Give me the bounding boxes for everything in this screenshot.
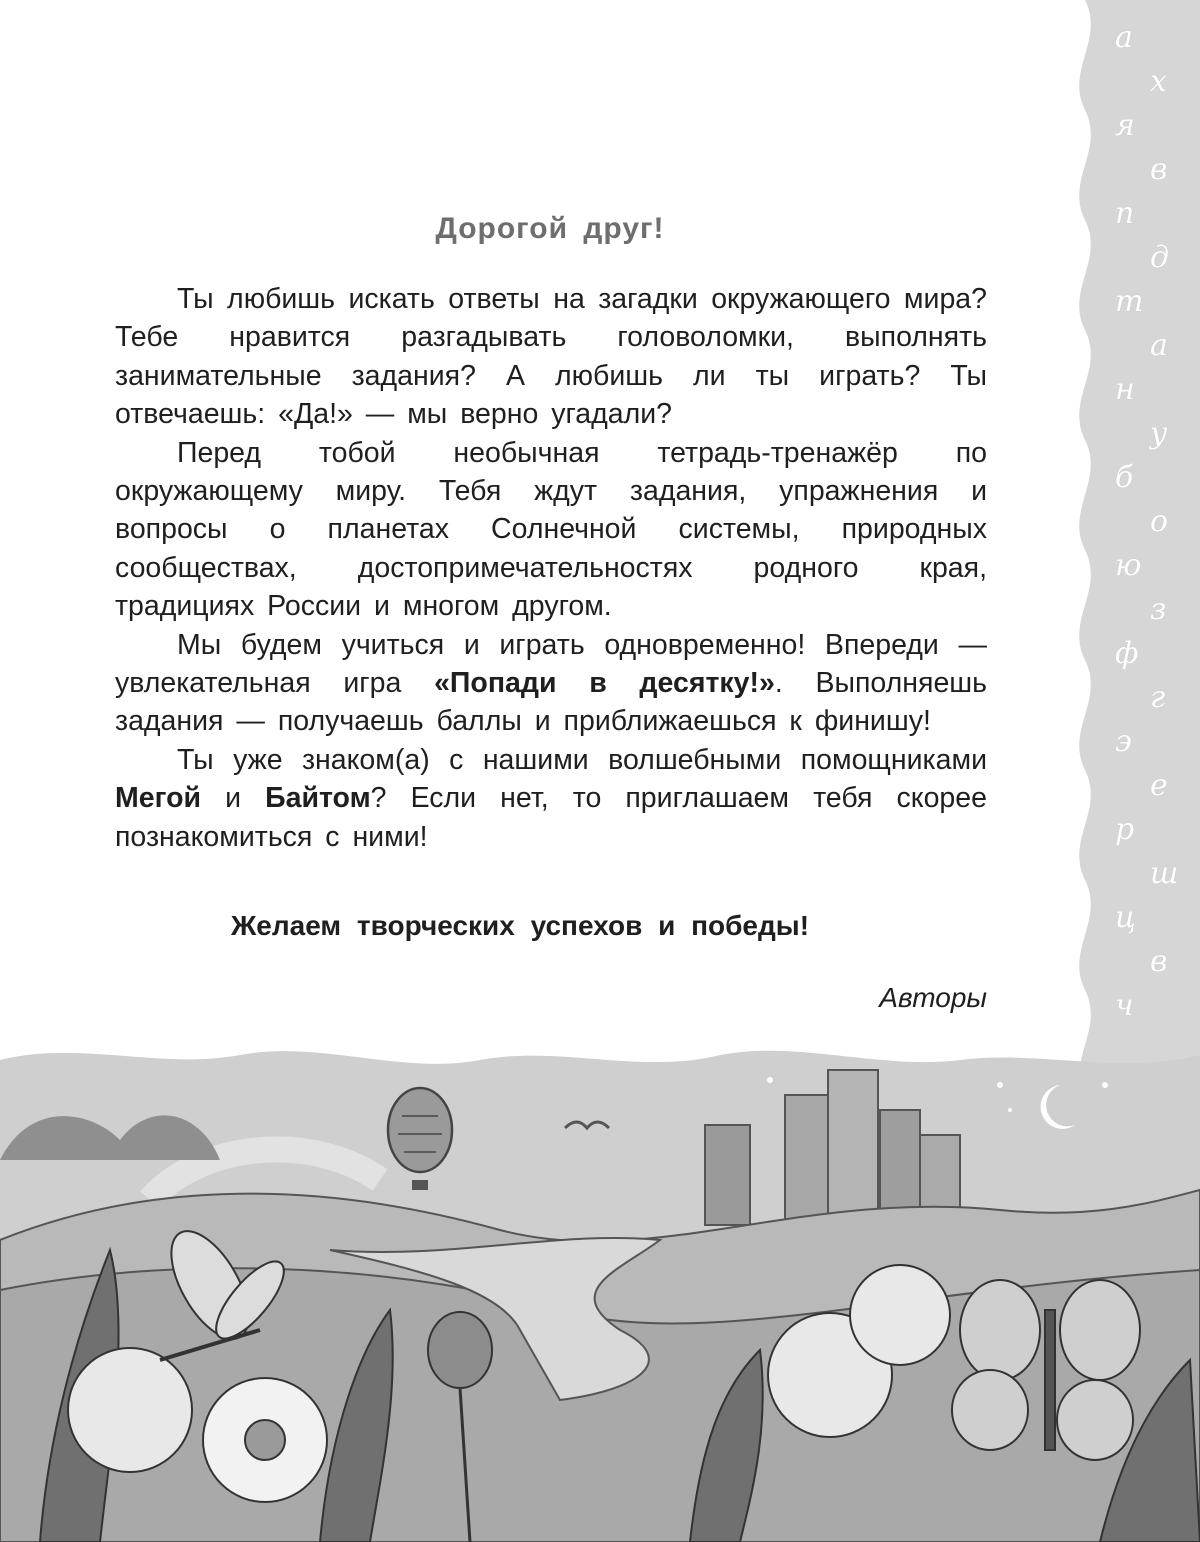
side-letter: ч (1115, 988, 1134, 1023)
side-letter: н (1115, 372, 1135, 407)
side-letter: е (1150, 768, 1168, 803)
side-letter: п (1115, 196, 1135, 231)
helper-mega: Мегой (115, 782, 202, 815)
side-letter: т (1115, 284, 1144, 319)
side-letter: я (1115, 108, 1135, 143)
game-text-before: Мы будем учиться и играть одновременно! Впереди — увлекательная игра (115, 628, 987, 700)
paragraph-helpers (115, 741, 987, 856)
side-letter: б (1115, 460, 1134, 495)
side-letter: в (1150, 944, 1168, 979)
side-letter: г (1150, 680, 1166, 715)
daisy-icon (203, 1378, 327, 1502)
signature: Авторы (879, 982, 987, 1013)
side-letter: ц (1115, 900, 1136, 935)
side-letter: ш (1150, 856, 1179, 891)
side-letter: в (1150, 152, 1168, 187)
helpers-text-before: Ты уже знаком(а) с нашими волшебными помощниками (177, 743, 987, 776)
helper-bait: Байтом (265, 782, 371, 815)
side-letter: а (1115, 20, 1133, 55)
closing-wish: Желаем творческих успехов и победы! (230, 910, 810, 941)
helpers-text-after: ? Если нет, то приглашаем тебя скорее познакомиться с ними! (115, 782, 987, 853)
side-letter: ф (1115, 636, 1139, 671)
paragraph-workbook: Перед тобой необычная тетрадь-тренажёр по окружающему миру. Тебя ждут задания, упражнения и вопросы о планетах Солнечной системы, природных сообществах, достопримечательностях родного края, традициях России и многом другом. (115, 436, 987, 623)
side-letter: з (1150, 592, 1167, 627)
helpers-text-mid: и (201, 782, 266, 815)
side-letter: а (1150, 328, 1168, 363)
side-letter: д (1150, 240, 1170, 275)
game-text-after: . Выполняешь задания — получаешь баллы и приближаешься к финишу! (115, 667, 988, 738)
side-letter: о (1150, 504, 1169, 539)
game-name: «Попади в десятку!» (434, 667, 775, 700)
side-letter: у (1150, 416, 1168, 451)
side-letter: р (1115, 812, 1135, 847)
side-letter: ю (1115, 548, 1142, 583)
page-title: Дорогой друг! (435, 212, 665, 245)
side-letter: х (1150, 64, 1167, 99)
paragraph-game (115, 626, 987, 741)
letter-body (115, 280, 987, 856)
landscape-illustration (0, 1030, 1200, 1542)
side-letter: э (1115, 724, 1132, 759)
paragraph-intro: Ты любишь искать ответы на загадки окружающего мира? Тебе нравится разгадывать головоломки, выполнять занимательные задания? А любишь ли ты играть? Ты отвечаешь: «Да!» — мы верно угадали? (115, 283, 987, 431)
